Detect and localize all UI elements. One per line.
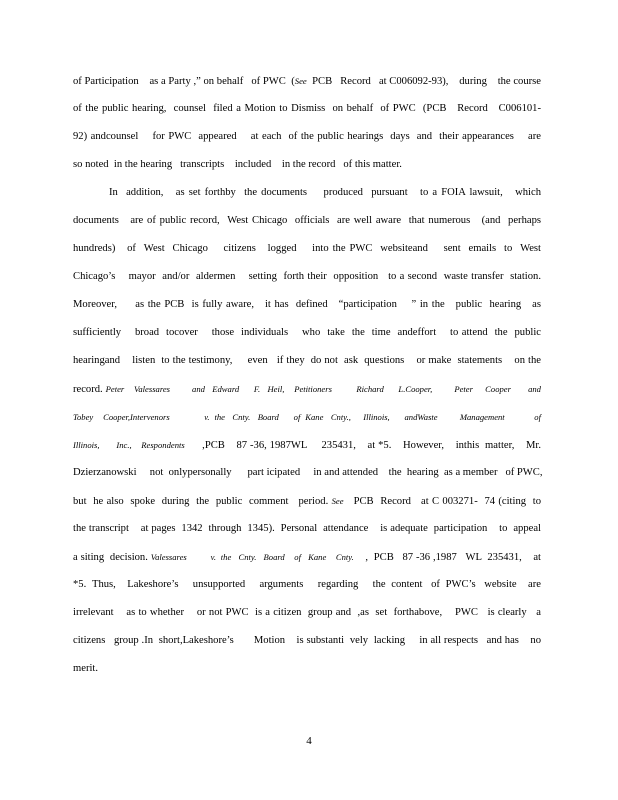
line-text: hearingand listen to the testimony, even if they do not ask questions or make statements on the [73,355,541,366]
line-text: the transcript at pages 1342 through 1345). Personal attendance is adequate participation to appeal [73,523,541,534]
text-line [73,214,541,228]
line-text: irrelevant as to whether or not PWC is a citizen group and ,as set forthabove, PWC is clearly a [73,607,541,618]
line-text: so noted in the hearing transcripts included in the record of this matter. [73,159,402,170]
citation-text: See [331,496,344,506]
line-text: merit. [73,663,99,674]
text-line [73,662,541,676]
text-line [73,298,541,312]
line-text: PCB Record at C 003271- 74 (citing to [343,496,541,507]
text-line [73,102,541,116]
text-line [73,242,541,256]
line-text: Moreover, as the PCB is fully aware, it has defined “participation ” in the public hearing as [73,299,541,310]
page-number: 4 [306,735,312,747]
citation-text: See [294,76,307,86]
line-text: documents are of public record, West Chicago officials are well aware that numerous (and perhaps [73,215,541,226]
line-text: a siting decision. [73,552,151,563]
line-text: of the public hearing, counsel filed a Motion to Dismiss on behalf of PWC (PCB Record C006101- [73,103,541,114]
line-text: record. [73,384,106,395]
line-text: PCB Record at C006092-93), during the course [306,76,541,87]
line-text: *5. Thus, Lakeshore’s unsupported arguments regarding the content of PWC’s website are [73,579,541,590]
citation-text: Valessares v. the Cnty. Board of Kane Cnty. [150,552,354,562]
line-text: Chicago’s mayor and/or aldermen setting forth their opposition to a second waste transfer station. [73,271,541,282]
citation-text: Peter Valessares and Edward F. Heil, Petitioners Richard L.Cooper, Peter Cooper and [105,384,541,394]
text-line [73,130,541,144]
text-line [73,410,541,425]
line-text: , PCB 87 -36 ,1987 WL 235431, at [353,552,541,563]
line-text: sufficiently broad tocover those individuals who take the time andeffort to attend the public [73,327,541,338]
text-line [73,466,541,480]
text-line [73,494,541,509]
citation-text: Tobey Cooper,Intervenors v. the Cnty. Board of Kane Cnty., Illinois, andWaste Management of [73,412,541,422]
line-text: ,PCB 87 -36, 1987WL 235431, at *5. However, inthis matter, Mr. [184,440,541,451]
line-text: Dzierzanowski not onlypersonally part icipated in and attended the hearing as a member of PWC, [73,467,543,478]
text-line [73,634,541,648]
text-line [73,354,541,368]
text-line [73,74,541,89]
text-line [73,158,541,172]
line-text: In addition, as set forthby the documents produced pursuant to a FOIA lawsuit, which [109,187,541,198]
text-line [73,326,541,340]
text-line [73,522,541,536]
citation-text: Illinois, Inc., Respondents [73,440,185,450]
text-line [73,578,541,592]
line-text: but he also spoke during the public comment period. [73,496,332,507]
line-text: 92) andcounsel for PWC appeared at each of the public hearings days and their appearances are [73,131,541,142]
text-line [73,438,541,453]
line-text: citizens group .In short,Lakeshore’s Motion is substanti vely lacking in all respects and has no [73,635,541,646]
text-line [73,270,541,284]
line-text: hundreds) of West Chicago citizens logged into the PWC websiteand sent emails to West [73,243,541,254]
text-line [73,382,541,397]
line-text: of Participation as a Party ,” on behalf of PWC ( [73,76,295,87]
text-line [73,606,541,620]
text-line [73,550,541,565]
text-line [109,186,541,200]
